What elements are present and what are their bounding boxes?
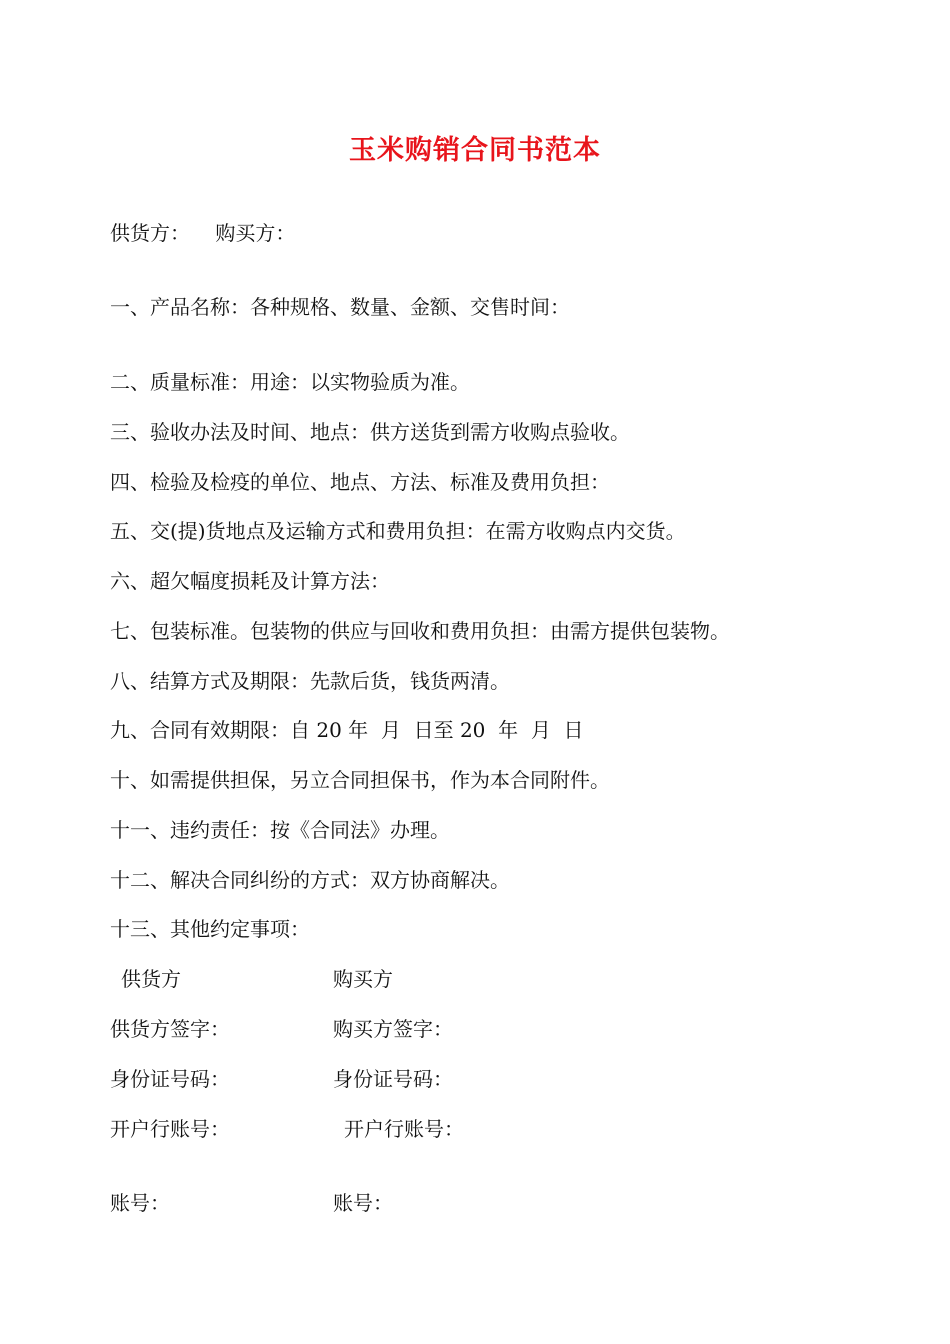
buyer-account-label: 账号：: [333, 1191, 393, 1215]
supplier-heading: 供货方: [121, 967, 181, 991]
clause-13: 十三、其他约定事项：: [110, 917, 310, 941]
clause-2: 二、质量标准：用途：以实物验质为准。: [110, 370, 470, 394]
supplier-id-label: 身份证号码：: [110, 1067, 230, 1091]
clause-8: 八、结算方式及期限：先款后货，钱货两清。: [110, 669, 510, 693]
supplier-account-label: 账号：: [110, 1191, 170, 1215]
clause-12: 十二、解决合同纠纷的方式：双方协商解决。: [110, 868, 510, 892]
parties-line: 供货方： 购买方：: [110, 221, 296, 245]
clause-9: 九、合同有效期限：自 20 年 月 日至 20 年 月 日: [110, 718, 584, 742]
buyer-heading: 购买方: [333, 967, 393, 991]
buyer-id-label: 身份证号码：: [333, 1067, 453, 1091]
clause-11: 十一、违约责任：按《合同法》办理。: [110, 818, 450, 842]
clause-4: 四、检验及检疫的单位、地点、方法、标准及费用负担：: [110, 470, 610, 494]
clause-1: 一、产品名称：各种规格、数量、金额、交售时间：: [110, 295, 570, 319]
clause-5: 五、交(提)货地点及运输方式和费用负担：在需方收购点内交货。: [110, 519, 686, 543]
supplier-bank-label: 开户行账号：: [110, 1117, 230, 1141]
clause-7: 七、包装标准。包装物的供应与回收和费用负担：由需方提供包装物。: [110, 619, 730, 643]
buyer-bank-label: 开户行账号：: [344, 1117, 464, 1141]
clause-10: 十、如需提供担保，另立合同担保书，作为本合同附件。: [110, 768, 610, 792]
clause-3: 三、验收办法及时间、地点：供方送货到需方收购点验收。: [110, 420, 630, 444]
supplier-signature-label: 供货方签字：: [110, 1017, 230, 1041]
clause-6: 六、超欠幅度损耗及计算方法：: [110, 569, 390, 593]
document-title: 玉米购销合同书范本: [349, 135, 601, 166]
buyer-signature-label: 购买方签字：: [333, 1017, 453, 1041]
